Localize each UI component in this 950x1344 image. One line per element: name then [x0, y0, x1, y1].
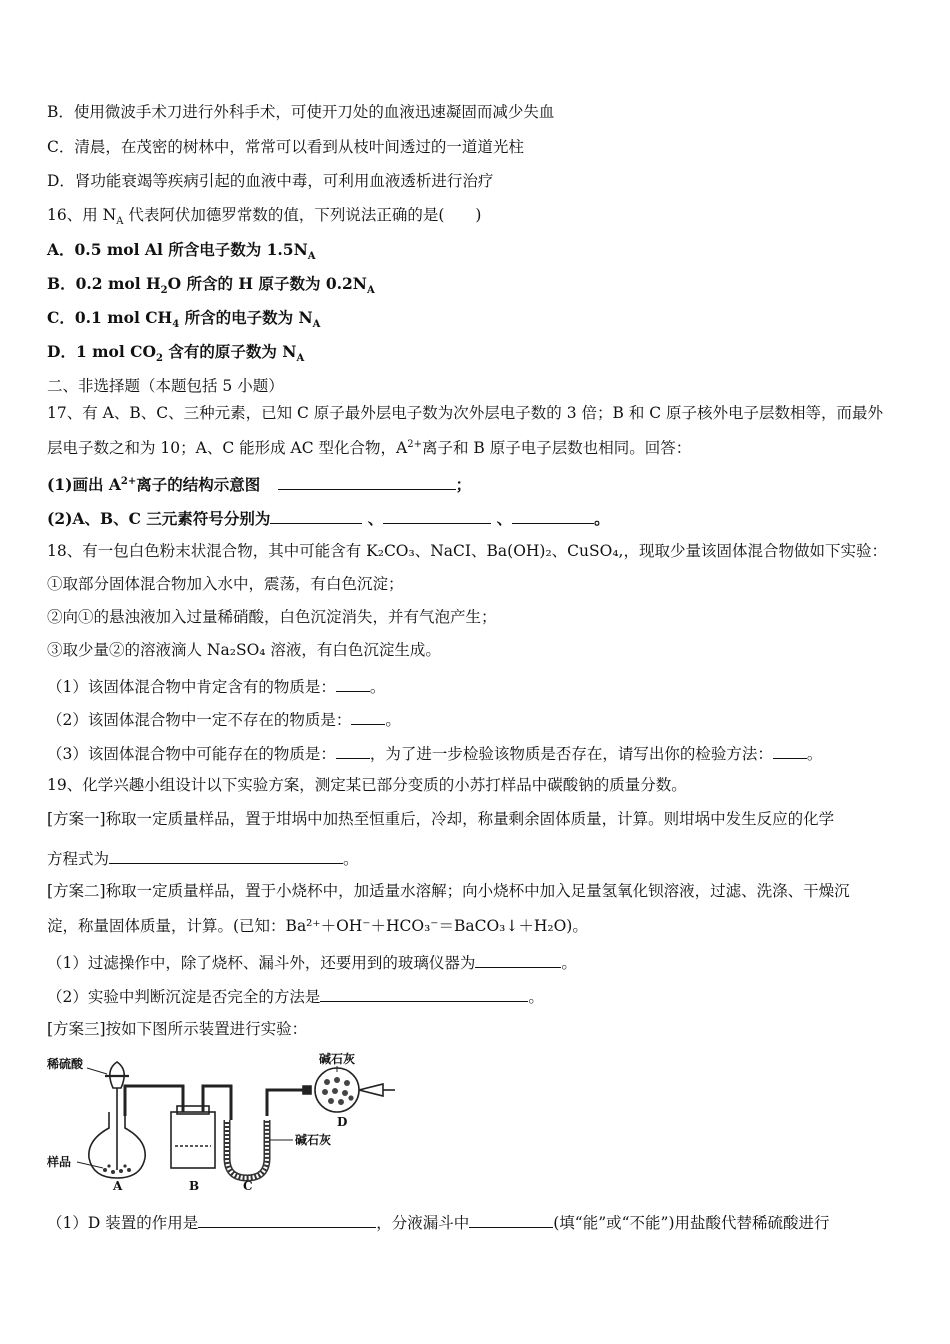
apparatus-figure [47, 1050, 397, 1190]
q19-plan2-line-1: [方案二]称取一定质量样品，置于小烧杯中，加适量水溶解；向小烧杯中加入足量氢氧化钡溶液，过滤、洗涤、干燥沉 [47, 882, 850, 900]
label-a: A [113, 1179, 123, 1190]
acid-label: 稀硫酸 [47, 1057, 84, 1071]
q17-part-2: (2)A、B、C 三元素符号分别为 、 、 。 [47, 509, 610, 528]
q18-step-1: ①取部分固体混合物加入水中，震荡，有白色沉淀； [47, 575, 404, 593]
q15-option-c: C．清晨，在茂密的树林中，常常可以看到从枝叶间透过的一道道光柱 [47, 138, 524, 156]
q18-step-2: ②向①的悬浊液加入过量稀硝酸，白色沉淀消失，并有气泡产生； [47, 608, 497, 626]
q19-plan3: [方案三]按如下图所示装置进行实验： [47, 1020, 308, 1038]
answer-blank[interactable] [475, 951, 561, 968]
sample-label: 样品 [47, 1155, 72, 1169]
answer-blank[interactable] [198, 1211, 376, 1228]
answer-blank[interactable] [383, 507, 491, 524]
q18-stem: 18、有一包白色粉末状混合物，其中可能含有 K₂CO₃、NaCI、Ba(OH)₂、CuSO₄,，现取少量该固体混合物做如下实验： [47, 542, 887, 560]
q19-plan1-line-2: 方程式为 。 [47, 847, 359, 869]
q19-part-2: （2）实验中判断沉淀是否完全的方法是 。 [47, 985, 544, 1007]
q16-option-a: A．0.5 mol Al 所含电子数为 $1.5N_A$ [47, 240, 316, 263]
q19-part-1: （1）过滤操作中，除了烧杯、漏斗外，还要用到的玻璃仪器为 。 [47, 951, 577, 973]
q18-part-1: （1）该固体混合物中肯定含有的物质是： 。 [47, 675, 385, 697]
lime-label-top: 碱石灰 [319, 1052, 356, 1066]
answer-blank[interactable] [270, 507, 362, 524]
q17-line-2: 层电子数之和为 10；A、C 能形成 AC 型化合物，$A^{2+}$离子和 B 原子电子层数也相同。回答： [47, 438, 692, 457]
q18-part-2: （2）该固体混合物中一定不存在的物质是： 。 [47, 708, 401, 730]
section-heading: 二、非选择题（本题包括 5 小题） [47, 377, 284, 395]
q15-option-b: B．使用微波手术刀进行外科手术，可使开刀处的血液迅速凝固而减少失血 [47, 103, 555, 121]
label-c: C [243, 1179, 253, 1190]
q19-plan1-line-1: [方案一]称取一定质量样品，置于坩埚中加热至恒重后，冷却，称量剩余固体质量，计算。则坩埚中发生反应的化学 [47, 810, 835, 828]
answer-blank[interactable] [469, 1211, 553, 1228]
q15-option-d: D．肾功能衰竭等疾病引起的血液中毒，可利用血液透析进行治疗 [47, 172, 494, 190]
answer-blank[interactable] [773, 742, 807, 759]
q19-plan2-line-2: 淀，称量固体质量，计算。(已知：Ba²⁺＋OH⁻＋HCO₃⁻＝BaCO₃↓＋H₂O)。 [47, 917, 588, 935]
answer-blank[interactable] [278, 473, 456, 490]
q18-step-3: ③取少量②的溶液滴人 Na₂SO₄ 溶液，有白色沉淀生成。 [47, 641, 441, 659]
answer-blank[interactable] [512, 507, 594, 524]
q18-part-3: （3）该固体混合物中可能存在的物质是： ，为了进一步检验该物质是否存在，请写出你的检验方法： 。 [47, 742, 822, 764]
q17-line-1: 17、有 A、B、C、三种元素，已知 C 原子最外层电子数为次外层电子数的 3 倍；B 和 C 原子核外电子层数相等，而最外 [47, 404, 884, 422]
q16-option-d: D．1 mol $CO_2$ 含有的原子数为 $N_A$ [47, 342, 305, 365]
lime-label-mid: 碱石灰 [295, 1133, 332, 1147]
answer-blank[interactable] [336, 675, 370, 692]
answer-blank[interactable] [336, 742, 370, 759]
answer-blank[interactable] [320, 985, 528, 1002]
q16-option-b: B．0.2 mol $H_2O$ 所含的 H 原子数为 $0.2N_A$ [47, 274, 375, 297]
q17-part-1: (1)画出 $A^{2+}$离子的结构示意图 ； [47, 475, 472, 494]
answer-blank[interactable] [109, 847, 343, 864]
label-b: B [189, 1179, 200, 1190]
q16-option-c: C．0.1 mol $CH_4$ 所含的电子数为 $N_A$ [47, 308, 321, 331]
q19-plan3-part-1: （1）D 装置的作用是 ，分液漏斗中 (填“能”或“不能”)用盐酸代替稀硫酸进行 [47, 1211, 830, 1233]
label-d: D [337, 1115, 348, 1129]
answer-blank[interactable] [351, 708, 385, 725]
q16-stem: 16、用 $N_A$ 代表阿伏加德罗常数的值，下列说法正确的是( ) [47, 206, 482, 228]
q19-stem: 19、化学兴趣小组设计以下实验方案，测定某已部分变质的小苏打样品中碳酸钠的质量分数。 [47, 776, 687, 794]
